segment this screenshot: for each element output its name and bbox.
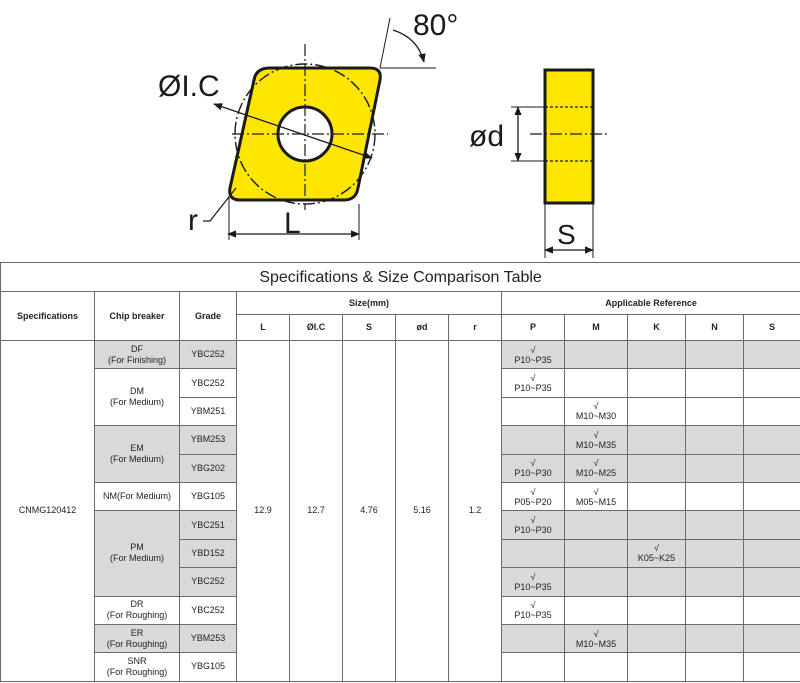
reference-cell-n [686,397,744,425]
chip-breaker-use: (For Roughing) [106,610,168,621]
check-mark: √ [530,486,536,497]
grade-cell: YBC252 [180,568,237,596]
header-ic: ØI.C [290,315,343,341]
reference-cell-k [628,341,686,369]
reference-cell-n [686,426,744,454]
reference-cell-n [686,454,744,482]
reference-cell-k [628,653,686,681]
chip-breaker-cell [95,624,180,652]
reference-cell-n [686,482,744,510]
reference-cell-k [628,454,686,482]
reference-range: M10~M35 [575,439,617,450]
chip-breaker-name: PM [130,542,144,553]
reference-cell-m [565,568,628,596]
grade-cell: YBC251 [180,511,237,539]
reference-cell-p [502,397,565,425]
reference-cell-m [565,397,628,425]
reference-cell-k [628,624,686,652]
header-s-material: S [744,315,800,341]
table-row [1,341,800,369]
reference-cell-n [686,511,744,539]
grade-cell: YBG105 [180,653,237,681]
check-mark: √ [593,458,599,469]
reference-cell-s [744,482,800,510]
grade-cell: YBC252 [180,341,237,369]
reference-range: P05~P20 [514,496,552,507]
header-k: K [628,315,686,341]
reference-cell-m [565,539,628,567]
header-l: L [237,315,290,341]
chip-breaker-cell [95,341,180,369]
reference-range: P10~P35 [514,354,552,365]
chip-breaker-use: (For Medium) [109,553,164,564]
chip-breaker-use: (For Roughing) [106,638,168,649]
grade-cell: YBM253 [180,426,237,454]
header-s: S [343,315,396,341]
reference-cell-n [686,539,744,567]
reference-range: M10~M30 [575,411,617,422]
reference-cell-p [502,482,565,510]
insert-drawing [0,0,800,262]
angle-extension-slanted [380,18,390,68]
spec-cell: CNMG120412 [1,341,95,682]
chip-breaker-cell [95,511,180,596]
grade-cell: YBC252 [180,596,237,624]
chip-breaker-name: NM(For Medium) [102,491,171,502]
insert-side-view [469,70,610,258]
reference-range: M05~M15 [575,496,617,507]
spec-table-body [1,341,800,682]
reference-cell-p [502,341,565,369]
header-reference: Applicable Reference [502,292,800,315]
reference-cell-p [502,568,565,596]
grade-cell: YBM251 [180,397,237,425]
chip-breaker-use: (For Roughing) [106,666,168,677]
chip-breaker-cell [95,653,180,681]
reference-cell-k [628,482,686,510]
side-view-body [545,70,593,203]
reference-cell-m [565,653,628,681]
reference-cell-m [565,596,628,624]
grade-cell: YBC252 [180,369,237,397]
reference-cell-n [686,624,744,652]
d-label: ød [469,120,505,153]
reference-cell-s [744,397,800,425]
reference-cell-s [744,369,800,397]
reference-range: K05~K25 [637,553,676,564]
header-chip-breaker: Chip breaker [95,292,180,341]
reference-cell-s [744,539,800,567]
check-mark: √ [530,458,536,469]
reference-range: M10~M35 [575,638,617,649]
reference-cell-k [628,539,686,567]
reference-cell-k [628,596,686,624]
insert-top-view [158,9,458,240]
spec-table [0,262,800,682]
chip-breaker-cell [95,426,180,483]
reference-cell-p [502,539,565,567]
chip-breaker-name: DM [130,386,144,397]
reference-cell-n [686,596,744,624]
chip-breaker-name: DF [131,343,143,354]
size-cell-d: 5.16 [396,341,449,682]
chip-breaker-cell [95,369,180,426]
reference-range: P10~P35 [514,581,552,592]
size-cell-s: 4.76 [343,341,396,682]
chip-breaker-name: EM [130,443,144,454]
reference-cell-m [565,454,628,482]
check-mark: √ [654,543,659,554]
size-cell-ic: 12.7 [290,341,343,682]
reference-cell-k [628,568,686,596]
reference-cell-p [502,653,565,681]
reference-cell-k [628,369,686,397]
reference-cell-n [686,341,744,369]
reference-cell-n [686,369,744,397]
reference-cell-s [744,568,800,596]
reference-cell-m [565,511,628,539]
ic-label: ØI.C [158,70,220,103]
header-d: ød [396,315,449,341]
grade-cell: YBG105 [180,482,237,510]
size-cell-r: 1.2 [449,341,502,682]
check-mark: √ [530,600,536,611]
check-mark: √ [593,628,599,639]
grade-cell: YBG202 [180,454,237,482]
chip-breaker-use: (For Finishing) [107,354,166,365]
reference-cell-k [628,511,686,539]
reference-range: M10~M25 [575,468,617,479]
reference-range: P10~P35 [514,383,552,394]
reference-cell-p [502,369,565,397]
reference-cell-m [565,624,628,652]
check-mark: √ [530,515,536,526]
check-mark: √ [530,344,536,355]
reference-cell-s [744,624,800,652]
grade-cell: YBM253 [180,624,237,652]
chip-breaker-name: ER [130,627,144,638]
check-mark: √ [530,571,536,582]
header-size: Size(mm) [237,292,502,315]
reference-cell-s [744,596,800,624]
reference-cell-p [502,426,565,454]
reference-cell-m [565,426,628,454]
reference-cell-n [686,568,744,596]
reference-cell-m [565,369,628,397]
reference-cell-p [502,454,565,482]
check-mark: √ [593,486,599,497]
reference-cell-k [628,426,686,454]
reference-range: P10~P30 [514,525,552,536]
chip-breaker-use: (For Medium) [109,454,164,465]
table-title: Specifications & Size Comparison Table [1,263,800,292]
reference-cell-s [744,341,800,369]
chip-breaker-use: (For Medium) [109,397,164,408]
reference-cell-p [502,624,565,652]
header-grade: Grade [180,292,237,341]
header-specifications: Specifications [1,292,95,341]
reference-cell-p [502,596,565,624]
reference-cell-n [686,653,744,681]
reference-range: P10~P30 [514,468,552,479]
header-r: r [449,315,502,341]
chip-breaker-cell [95,482,180,510]
chip-breaker-name: DR [130,599,144,610]
reference-cell-m [565,482,628,510]
check-mark: √ [593,429,599,440]
l-label: L [284,207,301,240]
s-label: S [557,219,576,250]
reference-cell-s [744,511,800,539]
chip-breaker-name: SNR [127,655,147,666]
chip-breaker-cell [95,596,180,624]
header-m: M [565,315,628,341]
check-mark: √ [530,373,536,384]
check-mark: √ [593,401,599,412]
reference-cell-k [628,397,686,425]
r-label: r [188,204,198,237]
reference-cell-p [502,511,565,539]
header-n: N [686,315,744,341]
reference-cell-s [744,454,800,482]
angle-label: 80° [413,9,459,42]
grade-cell: YBD152 [180,539,237,567]
header-p: P [502,315,565,341]
reference-cell-s [744,653,800,681]
reference-cell-s [744,426,800,454]
reference-cell-m [565,341,628,369]
reference-range: P10~P35 [514,610,552,621]
size-cell-l: 12.9 [237,341,290,682]
